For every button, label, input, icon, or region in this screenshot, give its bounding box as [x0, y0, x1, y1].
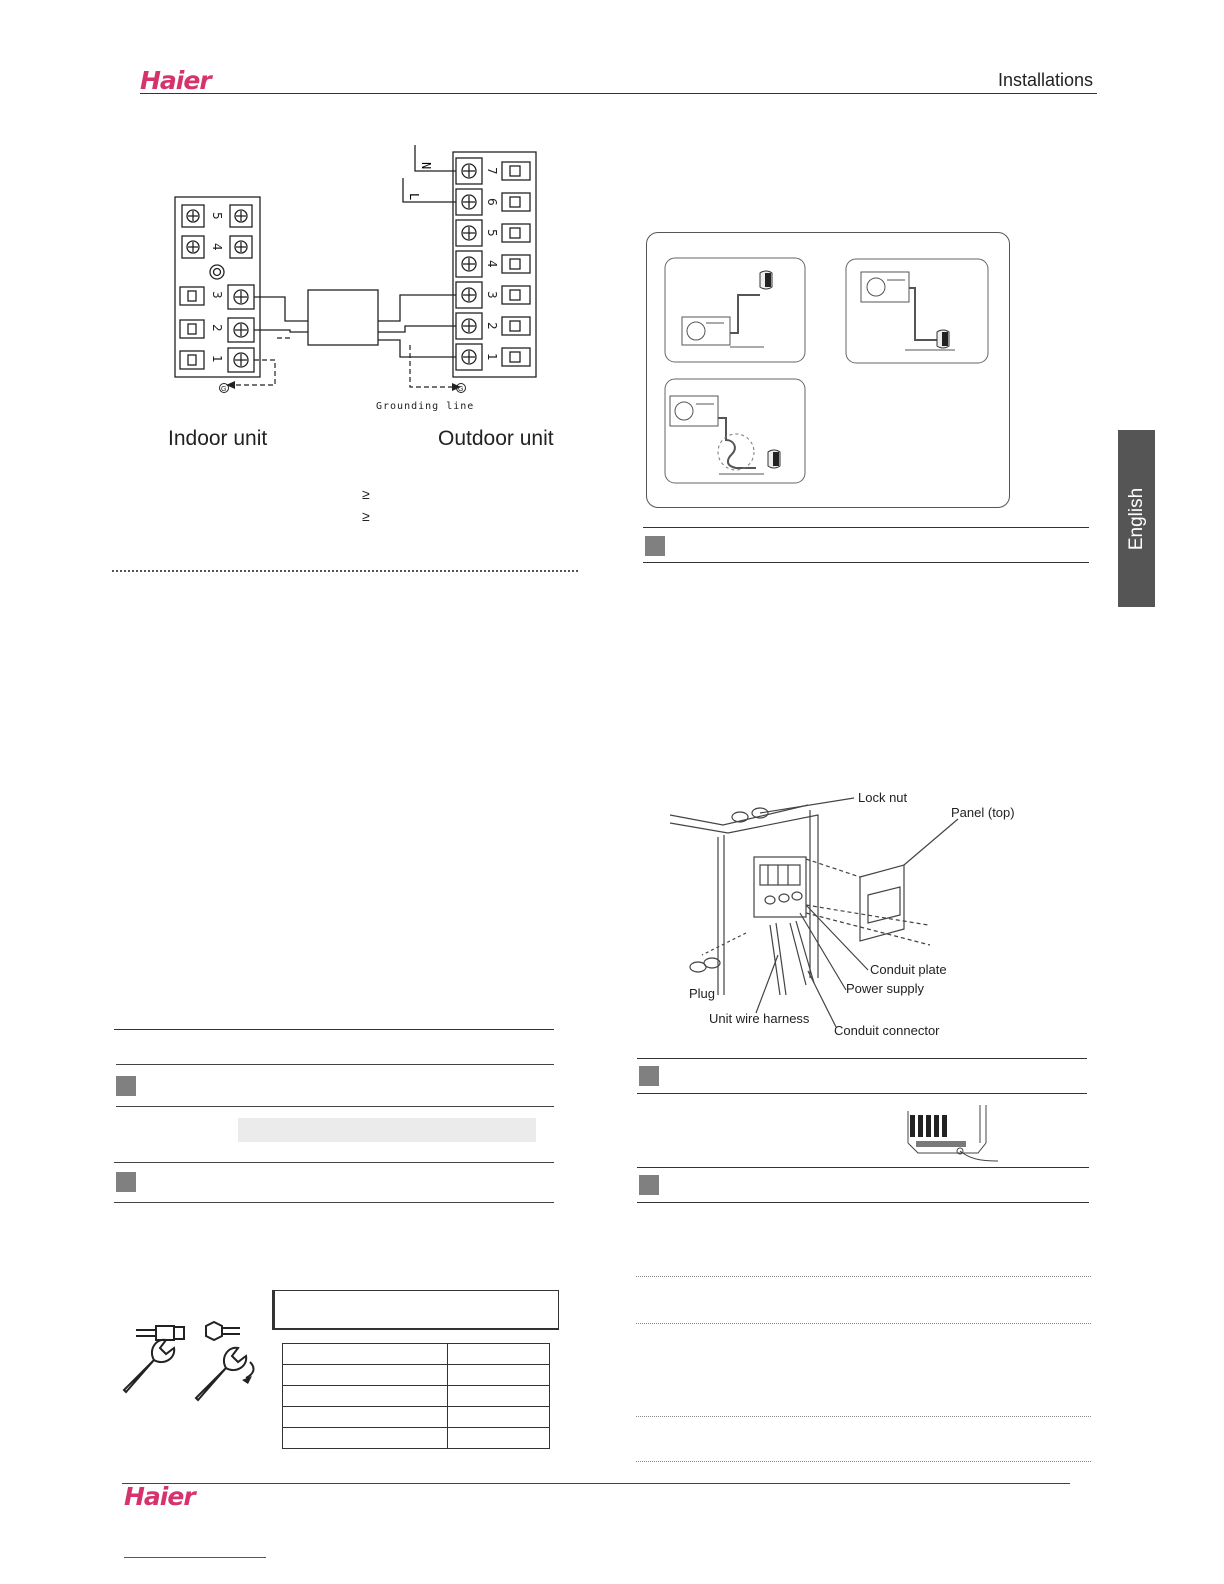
piping-option-3: [664, 378, 806, 484]
indoor-terminal-4: 4: [210, 243, 224, 251]
label-power-supply: Power supply: [846, 981, 925, 996]
left-section-rule-5: [114, 1202, 554, 1203]
table-row: [283, 1344, 550, 1365]
table-row: [283, 1407, 550, 1428]
indoor-unit-caption: Indoor unit: [168, 427, 268, 450]
torque-table: [282, 1343, 550, 1449]
right-step-2-rule-top: [637, 1058, 1087, 1059]
outdoor-terminal-6: 6: [485, 198, 499, 206]
ground-symbol-outdoor: G: [458, 386, 464, 393]
label-conduit-connector: Conduit connector: [834, 1023, 940, 1038]
indoor-terminal-block: [175, 197, 260, 377]
footer-link-underline[interactable]: [124, 1557, 266, 1558]
indoor-terminal-3: 3: [210, 291, 224, 299]
left-section-rule-1: [114, 1029, 554, 1030]
step-marker-right-3: [639, 1175, 659, 1195]
table-row: [283, 1428, 550, 1449]
left-section-divider: [112, 570, 578, 572]
header-logo: Haier: [140, 66, 211, 95]
language-tab-label: English: [1125, 487, 1147, 550]
table-row: [283, 1365, 550, 1386]
piping-option-1: [664, 257, 806, 363]
outdoor-terminal-1: 1: [485, 353, 499, 361]
label-lock-nut: Lock nut: [858, 790, 908, 805]
step-marker-left-2: [116, 1172, 136, 1192]
label-plug: Plug: [689, 986, 716, 1001]
outdoor-terminal-5: 5: [485, 229, 499, 237]
right-step-rule-bottom: [643, 562, 1089, 563]
right-step-3-rule-top: [637, 1167, 1089, 1168]
ground-symbol-indoor: G: [221, 386, 227, 393]
left-section-rule-3: [116, 1106, 554, 1107]
step-marker-right-1: [645, 536, 665, 556]
footer-logo: Haier: [124, 1482, 195, 1511]
highlight-bar: [238, 1118, 536, 1142]
outdoor-terminal-4: 4: [485, 260, 499, 268]
section-title: Installations: [998, 70, 1094, 90]
header-rule: [140, 93, 1097, 94]
wiring-diagram: [160, 140, 580, 420]
line-label-l: L: [407, 193, 421, 201]
label-panel-top: Panel (top): [951, 805, 1015, 820]
line-label-n: N: [419, 162, 433, 170]
right-step-rule-top: [643, 527, 1089, 528]
label-unit-wire-harness: Unit wire harness: [709, 1011, 810, 1026]
outdoor-unit-caption: Outdoor unit: [438, 427, 554, 450]
right-dotted-line-1: [636, 1276, 1091, 1277]
wrench-illustration: [110, 1310, 270, 1410]
table-row: [283, 1386, 550, 1407]
label-conduit-plate: Conduit plate: [870, 962, 947, 977]
step-marker-right-2: [639, 1066, 659, 1086]
outdoor-terminal-7: 7: [485, 167, 499, 175]
outdoor-terminal-3: 3: [485, 291, 499, 299]
step-marker-left-1: [116, 1076, 136, 1096]
indoor-terminal-5: 5: [210, 212, 224, 220]
footer-rule: [122, 1483, 1070, 1484]
left-section-rule-2: [116, 1064, 554, 1065]
ge-symbol-1: ≥: [362, 486, 370, 502]
ge-symbol-2: ≥: [362, 508, 370, 524]
right-step-3-rule-bottom: [637, 1202, 1089, 1203]
right-step-2-rule-bottom: [637, 1093, 1087, 1094]
indoor-terminal-2: 2: [210, 324, 224, 332]
outdoor-terminal-2: 2: [485, 322, 499, 330]
right-dotted-line-3: [636, 1416, 1091, 1417]
drain-connection-illustration: [900, 1103, 1000, 1165]
indoor-terminal-1: 1: [210, 355, 224, 363]
torque-header-box: [272, 1290, 559, 1330]
right-dotted-line-4: [636, 1461, 1091, 1462]
piping-option-2: [845, 258, 989, 364]
language-tab[interactable]: [1118, 430, 1155, 607]
grounding-line-label: Grounding line: [376, 401, 475, 412]
right-dotted-line-2: [636, 1323, 1091, 1324]
left-section-rule-4: [114, 1162, 554, 1163]
